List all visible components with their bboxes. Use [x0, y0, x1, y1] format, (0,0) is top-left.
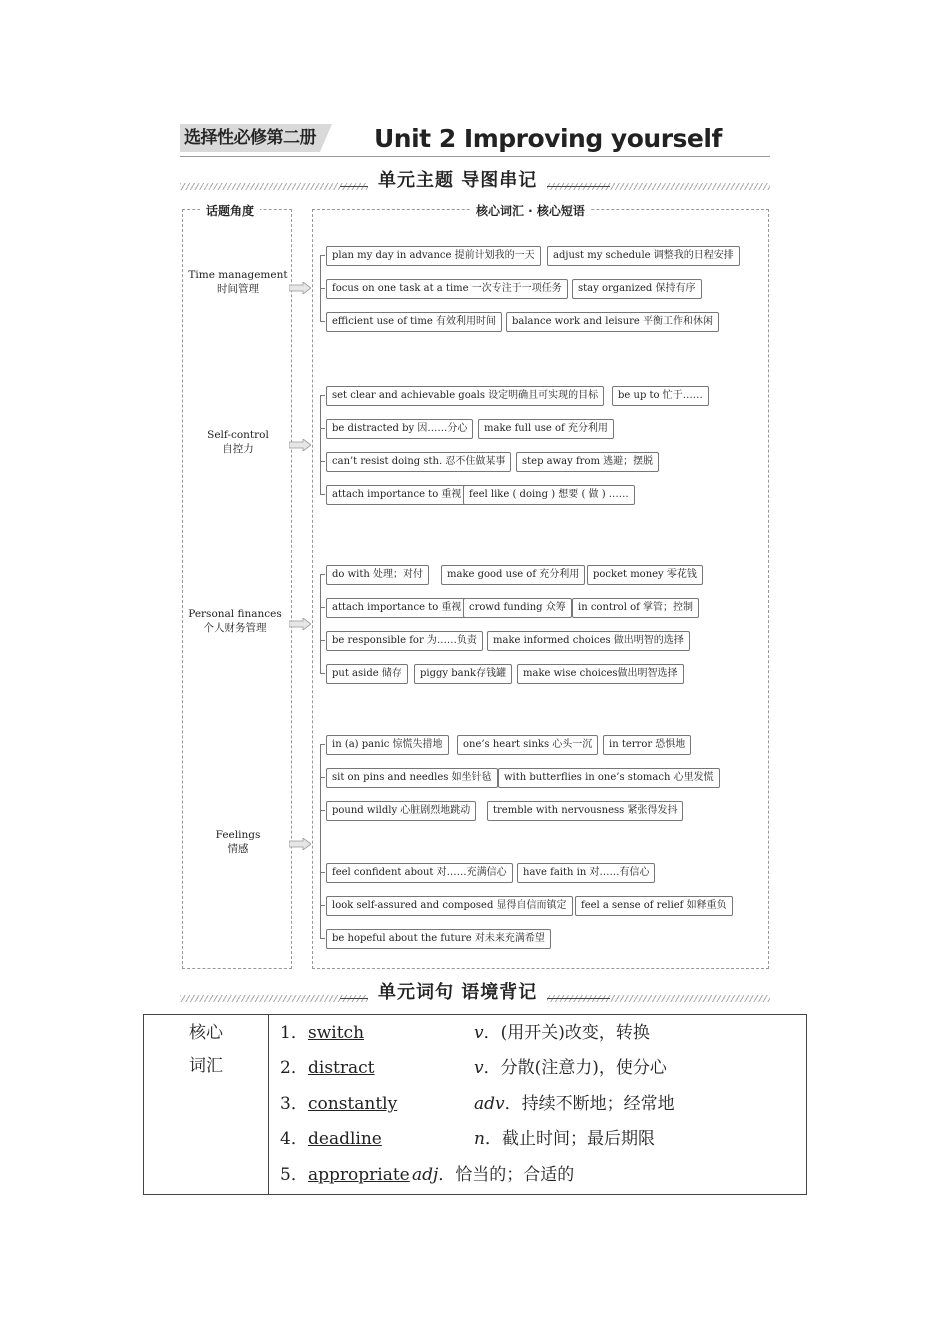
phrase-box: be distracted by 因……分心	[326, 419, 473, 439]
vocab-def	[474, 1051, 667, 1086]
bracket-tick	[320, 288, 325, 289]
bracket-tick	[320, 321, 325, 322]
category-en: Personal finances	[188, 608, 282, 620]
phrase-box: plan my day in advance 提前计划我的一天	[326, 246, 541, 266]
category-zh: 情感	[227, 843, 249, 855]
vocab-num: 4．	[280, 1129, 308, 1150]
phrase-box: crowd funding 众筹	[463, 598, 572, 618]
vocab-def	[474, 1087, 675, 1122]
vocab-pos: v	[474, 1058, 484, 1079]
title-rule	[180, 156, 770, 157]
phrase-box: be hopeful about the future 对未来充满希望	[326, 929, 551, 949]
vocab-label-line: 词汇	[189, 1056, 223, 1076]
phrase-box: pound wildly 心脏剧烈地跳动	[326, 801, 476, 821]
phrase-box: in (a) panic 惊慌失措地	[326, 735, 449, 755]
vocab-word: switch	[308, 1023, 365, 1043]
phrase-box: be responsible for 为……负责	[326, 631, 483, 651]
phrase-box: attach importance to 重视	[326, 598, 467, 618]
phrase-box: stay organized 保持有序	[572, 279, 702, 299]
phrase-box: feel like ( doing ) 想要 ( 做 ) ……	[463, 485, 635, 505]
bracket-tick	[320, 461, 325, 462]
vocab-table	[143, 1014, 807, 1195]
vocab-row	[270, 1016, 805, 1051]
vocab-row	[270, 1122, 805, 1157]
vocab-row	[270, 1051, 805, 1086]
category-feelings	[183, 828, 293, 856]
phrase-box: efficient use of time 有效利用时间	[326, 312, 502, 332]
bracket-tick	[320, 744, 325, 745]
vocab-row	[270, 1158, 805, 1193]
phrase-box: attach importance to 重视	[326, 485, 467, 505]
vocab-meaning: ．恰当的；合适的	[438, 1164, 575, 1185]
phrase-box: with butterflies in one’s stomach 心里发慌	[498, 768, 720, 788]
vocab-list	[269, 1015, 807, 1195]
phrase-box: tremble with nervousness 紧张得发抖	[487, 801, 683, 821]
vocab-word: distract	[308, 1058, 375, 1079]
category-self-control	[183, 428, 293, 456]
category-personal-finances	[180, 607, 290, 635]
section-banner-1: 单元主题 导图串记	[368, 166, 547, 192]
vocab-pos: n	[474, 1129, 485, 1150]
bracket-tick	[320, 428, 325, 429]
vocab-label	[144, 1015, 269, 1195]
category-en: Feelings	[215, 829, 261, 841]
vocab-def	[412, 1158, 574, 1193]
bracket-tick	[320, 777, 325, 778]
bracket-tick	[320, 905, 325, 906]
vocab-meaning: ．(用开关)改变，转换	[483, 1023, 650, 1043]
unit-title: Unit 2 Improving yourself	[374, 124, 722, 153]
vocab-label-line: 核心	[189, 1023, 223, 1043]
bracket-tick	[320, 395, 325, 396]
bracket-tick	[320, 494, 325, 495]
bracket-tick	[320, 574, 325, 575]
phrase-header: 核心词汇 · 核心短语	[470, 202, 591, 219]
phrase-box: can’t resist doing sth. 忍不住做某事	[326, 452, 511, 472]
vocab-num: 2．	[280, 1058, 308, 1079]
vocab-num: 5．	[280, 1164, 308, 1185]
phrase-box: make full use of 充分利用	[478, 419, 614, 439]
bracket-line	[320, 744, 321, 938]
phrase-box: make informed choices 做出明智的选择	[487, 631, 690, 651]
category-en: Time management	[188, 269, 288, 281]
vocab-num: 1．	[280, 1023, 308, 1043]
vocab-meaning: ．分散(注意力)，使分心	[483, 1058, 667, 1079]
vocab-pos: v	[474, 1023, 484, 1043]
bracket-tick	[320, 607, 325, 608]
vocab-word: deadline	[308, 1129, 382, 1150]
category-zh: 时间管理	[217, 283, 259, 295]
phrase-box: adjust my schedule 调整我的日程安排	[547, 246, 740, 266]
phrase-box: do with 处理；对付	[326, 565, 429, 585]
arrow-right-icon	[289, 618, 311, 630]
vocab-meaning: ．截止时间；最后期限	[484, 1129, 655, 1150]
vocab-def	[474, 1016, 650, 1051]
phrase-box: feel a sense of relief 如释重负	[575, 896, 733, 916]
category-zh: 自控力	[222, 443, 254, 455]
vocab-pos: adv	[474, 1093, 505, 1114]
phrase-box: make good use of 充分利用	[441, 565, 585, 585]
category-time-management	[183, 268, 293, 296]
bracket-tick	[320, 810, 325, 811]
bracket-line	[320, 574, 321, 673]
phrase-box: pocket money 零花钱	[587, 565, 703, 585]
vocab-row	[270, 1087, 805, 1122]
phrase-box: in control of 掌管；控制	[572, 598, 699, 618]
category-en: Self-control	[207, 429, 269, 441]
phrase-box: focus on one task at a time 一次专注于一项任务	[326, 279, 568, 299]
bracket-tick	[320, 255, 325, 256]
vocab-meaning: ．持续不断地；经常地	[504, 1093, 675, 1114]
bracket-tick	[320, 938, 325, 939]
phrase-box: set clear and achievable goals 设定明确且可实现的目标	[326, 386, 604, 406]
vocab-def	[474, 1122, 655, 1157]
arrow-right-icon	[289, 282, 311, 294]
phrase-box: one’s heart sinks 心头一沉	[457, 735, 598, 755]
phrase-box: in terror 恐惧地	[603, 735, 691, 755]
phrase-box: look self-assured and composed 显得自信而镇定	[326, 896, 573, 916]
bracket-tick	[320, 640, 325, 641]
phrase-box: piggy bank存钱罐	[414, 664, 512, 684]
phrase-box: have faith in 对……有信心	[517, 863, 655, 883]
topic-header: 话题角度	[200, 202, 260, 219]
arrow-right-icon	[289, 439, 311, 451]
phrase-box: balance work and leisure 平衡工作和休闲	[506, 312, 719, 332]
vocab-word: appropriate	[308, 1164, 410, 1185]
bracket-tick	[320, 872, 325, 873]
vocab-pos: adj	[412, 1164, 439, 1185]
vocab-num: 3．	[280, 1093, 308, 1114]
bracket-line	[320, 395, 321, 494]
book-tag: 选择性必修第二册	[180, 124, 320, 152]
arrow-right-icon	[289, 838, 311, 850]
phrase-box: be up to 忙于……	[612, 386, 709, 406]
vocab-word: constantly	[308, 1093, 398, 1114]
section-banner-2: 单元词句 语境背记	[368, 978, 547, 1004]
phrase-box: make wise choices做出明智选择	[517, 664, 684, 684]
phrase-box: sit on pins and needles 如坐针毡	[326, 768, 498, 788]
phrase-box: feel confident about 对……充满信心	[326, 863, 513, 883]
category-zh: 个人财务管理	[203, 622, 267, 634]
phrase-box: step away from 逃避；摆脱	[516, 452, 659, 472]
phrase-box: put aside 储存	[326, 664, 408, 684]
bracket-tick	[320, 673, 325, 674]
